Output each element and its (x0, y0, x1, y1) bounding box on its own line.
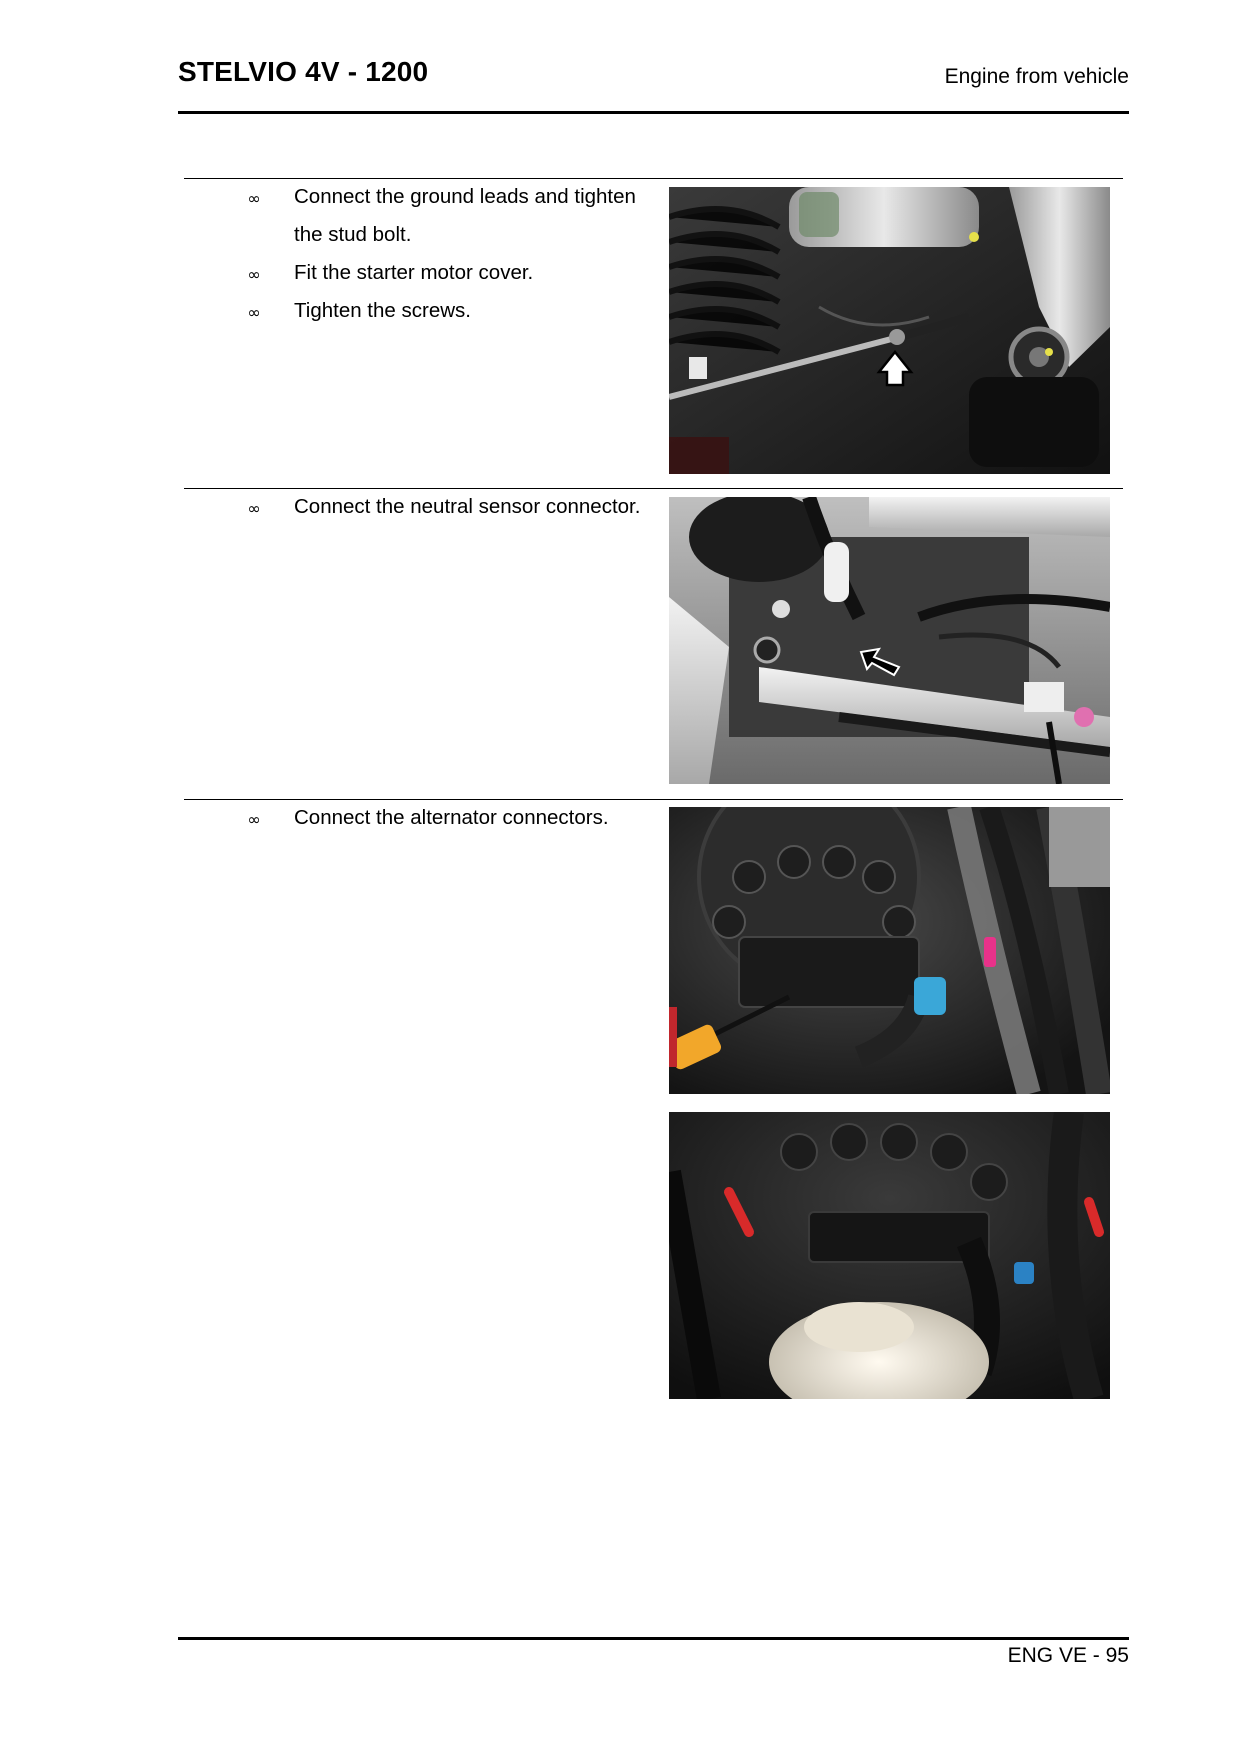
bullet-icon: ∞ (247, 499, 261, 518)
page-number: ENG VE - 95 (1007, 1644, 1129, 1667)
header-divider (178, 111, 1129, 114)
section-title: Engine from vehicle (944, 65, 1129, 88)
bullet-icon: ∞ (247, 810, 261, 829)
alternator-connectors-photo-1 (669, 807, 1110, 1094)
alternator-connectors-photo-2 (669, 1112, 1110, 1399)
bullet-icon: ∞ (247, 303, 261, 322)
bullet-icon: ∞ (247, 265, 261, 284)
step-text: Fit the starter motor cover. (294, 261, 534, 284)
neutral-sensor-photo (669, 497, 1110, 784)
step-text: Connect the neutral sensor connector. (294, 495, 641, 518)
step-text: Tighten the screws. (294, 299, 471, 322)
starter-motor-ground-photo (669, 187, 1110, 474)
step-text: Connect the ground leads and tighten the stud bolt. (294, 185, 636, 246)
bullet-icon: ∞ (247, 189, 261, 208)
document-title: STELVIO 4V - 1200 (178, 56, 429, 87)
step-text: Connect the alternator connectors. (294, 806, 609, 829)
footer-divider (178, 1637, 1129, 1640)
